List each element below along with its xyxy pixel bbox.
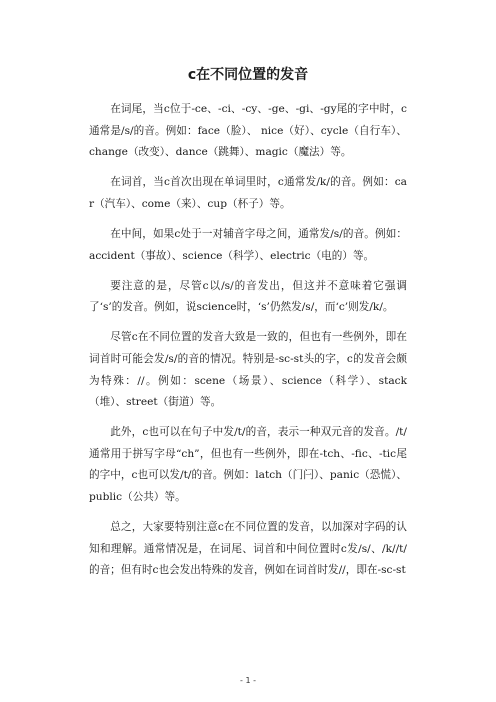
paragraph: 尽管c在不同位置的发音大致是一致的，但也有一些例外，即在词首时可能会发/s/的音的情况。特别是-sc-st头的字，c的发音会颇为特殊：//。例如：scene（场景）、science（科学）、stack（堆）、street（街道）等。 [89, 331, 407, 409]
document-body [89, 99, 407, 590]
paragraph: 在词尾，当c位于-ce、-ci、-cy、-ge、-gi、-gy尾的字中时，c通常是/s/的音。例如：face（脸）、 nice（好）、cycle（自行车）、change（改变）、dance（跳舞）、magic（魔法）等。 [89, 103, 407, 159]
paragraph: 在中间，如果c处于一对辅音字母之间，通常发/s/的音。例如：accident（事故）、science（科学）、electric（电的）等。 [89, 227, 407, 262]
page-number: - 1 - [240, 676, 256, 685]
paragraph: 总之，大家要特别注意c在不同位置的发音，以加深对字码的认知和理解。通常情况是，在词尾、词首和中间位置时c发/s/、/k//t/的音；但有时c也会发出特殊的发音，例如在词首时发//，即在-sc-st [89, 521, 407, 577]
paragraph: 在词首，当c首次出现在单词里时，c通常发/k/的音。例如：car（汽车）、come（来）、cup（杯子）等。 [89, 176, 407, 210]
document-title: c在不同位置的发音 [187, 67, 309, 83]
paragraph: 此外，c也可以在句子中发/t/的音，表示一种双元音的发音。/t/通常用于拼写字母“ch”，但也有一些例外，即在-tch、-fic、-tic尾的字中，c也可以发/t/的音。例如：latch（门闩）、panic（恐慌）、public（公共）等。 [89, 426, 407, 503]
paragraph: 要注意的是，尽管c以/s/的音发出，但这并不意味着它强调了‘s’的发音。例如，说science时，‘s’仍然发/s/，而‘c’则发/k/。 [89, 279, 407, 314]
